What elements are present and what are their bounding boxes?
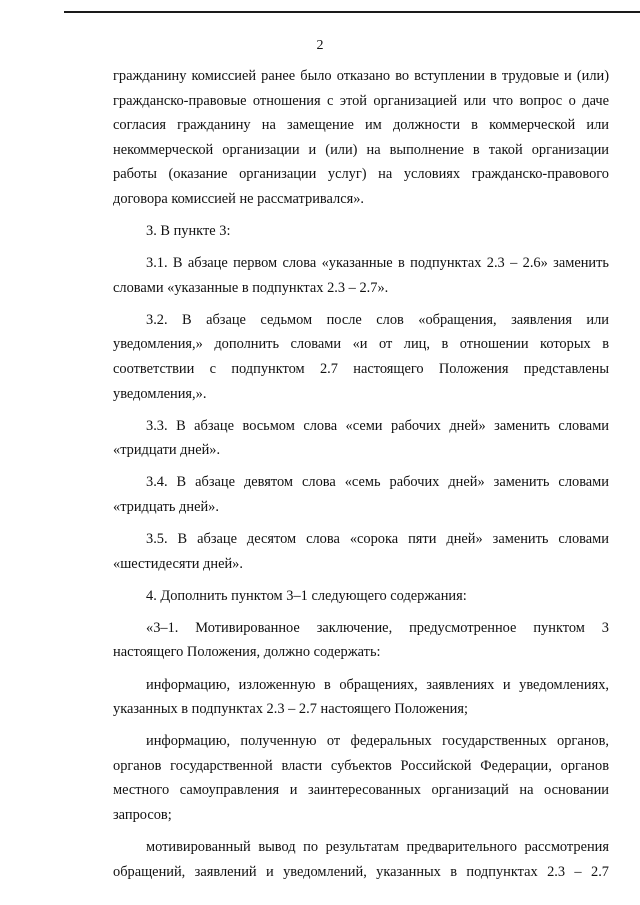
paragraph-item-4: 4. Дополнить пунктом 3–1 следующего содержания: bbox=[146, 587, 467, 604]
paragraph-item-3-1-intro: «3–1. Мотивированное заключение, предусмотренное пунктом 3 настоящего Положения, должно содержать: bbox=[113, 619, 609, 661]
paragraph-item-3-5: 3.5. В абзаце десятом слова «сорока пяти дней» заменить словами «шестидесяти дней». bbox=[113, 531, 609, 572]
page-number: 2 bbox=[316, 38, 324, 53]
paragraph-item-3-3: 3.3. В абзаце восьмом слова «семи рабочих дней» заменить словами «тридцати дней». bbox=[113, 417, 609, 459]
paragraph-item-3: 3. В пункте 3: bbox=[146, 223, 231, 240]
paragraph-item-3-4: 3.4. В абзаце девятом слова «семь рабочих дней» заменить словами «тридцать дней». bbox=[113, 474, 609, 515]
paragraph-item-3-2: 3.2. В абзаце седьмом после слов «обращения, заявления или уведомления,» дополнить словами «и от лиц, в отношении которых в соответствии с подпунктом 2.7 настоящего Положения представлены уведомления,». bbox=[113, 311, 609, 402]
paragraph-list-info-appeals: информацию, изложенную в обращениях, заявлениях и уведомлениях, указанных в подпунктах 2.3 – 2.7 настоящего Положения; bbox=[113, 676, 609, 718]
paragraph-list-info-received: информацию, полученную от федеральных государственных органов, органов государственной власти субъектов Российской Федерации, органов местного самоуправления и заинтересованных организаций на основании запросов; bbox=[113, 733, 609, 824]
document-body bbox=[113, 64, 609, 892]
paragraph-list-reasoned-conclusion: мотивированный вывод по результатам предварительного рассмотрения обращений, заявлений и уведомлений, указанных в подпунктах 2.3 – 2.7 bbox=[113, 839, 609, 880]
page-top-rule bbox=[64, 11, 640, 13]
paragraph-continuation: гражданину комиссией ранее было отказано во вступлении в трудовые и (или) гражданско-правовые отношения с этой организацией или что вопрос о даче согласия гражданину на замещение им должности в коммерческой или некоммерческой организации и (или) на выполнение в такой организации работы (оказание организации услуг) на условиях гражданско-правового договора комиссией не рассматривался». bbox=[113, 68, 609, 207]
paragraph-item-3-1: 3.1. В абзаце первом слова «указанные в подпунктах 2.3 – 2.6» заменить словами «указанные в подпунктах 2.3 – 2.7». bbox=[113, 255, 609, 296]
